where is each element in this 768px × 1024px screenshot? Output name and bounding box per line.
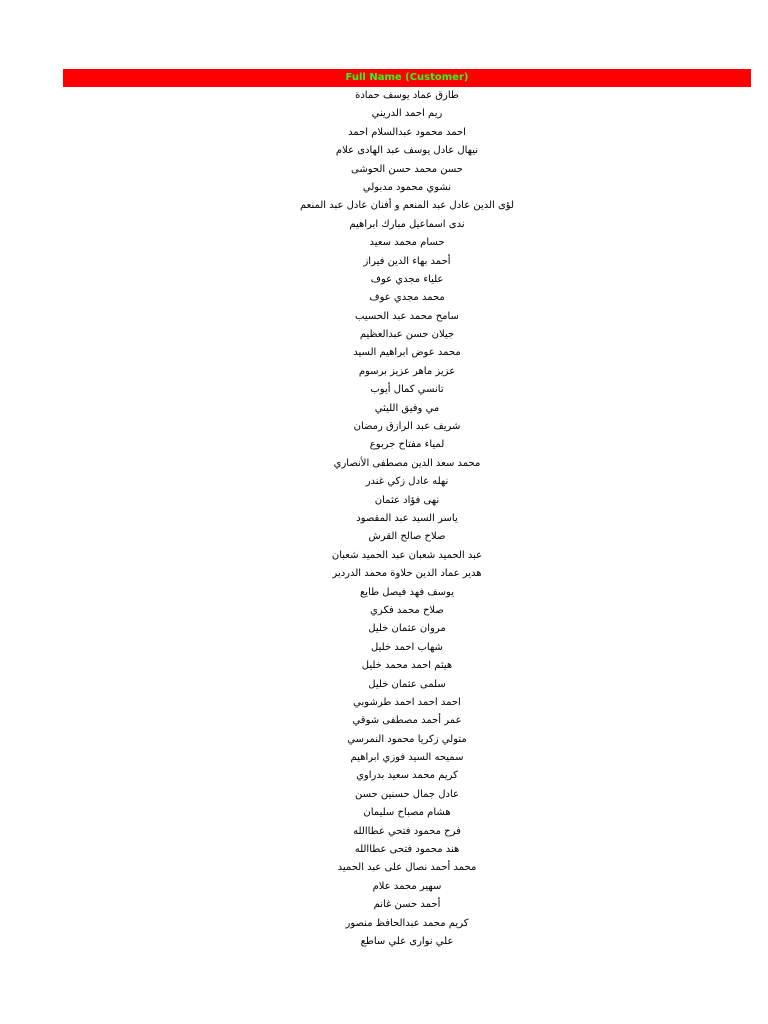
table-row[interactable]: احمد احمد احمد طرشوبي (353, 696, 461, 708)
table-row[interactable]: كريم محمد عبدالحافظ منصور (345, 917, 469, 929)
table-row[interactable]: متولي زكريا محمود النمرسي (347, 733, 467, 745)
table-row[interactable]: حسام محمد سعيد (369, 237, 445, 249)
customer-table (63, 69, 751, 951)
table-row[interactable]: أحمد بهاء الدين فيراز (363, 255, 451, 267)
table-row[interactable]: سهير محمد علام (372, 880, 442, 892)
table-row[interactable]: عمر أحمد مصطفى شوقي (352, 715, 462, 727)
table-row[interactable]: جيلان حسن عبدالعظيم (359, 329, 455, 341)
table-row[interactable]: شريف عبد الرازق رمضان (353, 421, 461, 433)
table-row[interactable]: هند محمود فتحى عطاالله (354, 844, 460, 856)
table-row[interactable]: فرح محمود فتحي عطاالله (353, 825, 461, 837)
table-row[interactable]: صلاح محمد فكري (370, 604, 444, 616)
table-row[interactable]: نشوي محمود مدبولي (362, 181, 452, 193)
table-row[interactable]: شهاب احمد خليل (371, 641, 443, 653)
table-row[interactable]: لؤى الدين عادل عبد المنعم و أفنان عادل عبد المنعم (299, 200, 515, 212)
table-row[interactable]: أحمد حسن غانم (373, 899, 441, 911)
table-row[interactable]: نهله عادل زكي غندر (365, 476, 449, 488)
table-row[interactable]: ياسر السيد عبد المقصود (356, 512, 458, 524)
column-header-full-name[interactable]: Full Name (Customer) (63, 69, 751, 87)
table-row[interactable]: علي نوارى علي ساطع (360, 935, 454, 947)
table-row[interactable]: محمد مجدي عوف (369, 292, 445, 304)
table-row[interactable]: محمد عوض ابراهيم السيد (353, 347, 461, 359)
table-row[interactable]: تانسي كمال أيوب (370, 384, 444, 396)
table-row[interactable]: كريم محمد سعيد بدراوي (356, 770, 458, 782)
table-row[interactable]: طارق عماد يوسف حمادة (355, 90, 459, 101)
table-row[interactable]: حسن محمد حسن الحوشى (351, 163, 463, 175)
table-row[interactable]: محمد سعد الدين مصطفى الأنصاري (333, 457, 481, 469)
table-row[interactable]: هدير عماد الدين حلاوة محمد الدردير (332, 568, 482, 580)
customer-name-list (63, 87, 751, 951)
table-row[interactable]: سميحه السيد فوزي ابراهيم (350, 752, 464, 764)
table-row[interactable]: لمياء مفتاح جربوع (369, 439, 445, 451)
table-row[interactable]: ريم احمد الدريني (371, 108, 443, 120)
table-row[interactable]: عبد الحميد شعبان عبد الحميد شعبان (331, 549, 483, 561)
table-row[interactable]: نهى فؤاد عثمان (374, 494, 440, 506)
table-row[interactable]: محمد أحمد نصال على عبد الحميد (337, 862, 477, 874)
table-row[interactable]: مروان عثمان خليل (368, 623, 446, 635)
table-row[interactable]: مي وفيق الليثي (374, 402, 440, 414)
table-row[interactable]: عادل جمال حسنين حسن (354, 788, 459, 800)
table-row[interactable]: ندى اسماعيل مبارك ابراهيم (349, 218, 465, 230)
table-row[interactable]: سلمى عثمان خليل (368, 678, 446, 690)
table-row[interactable]: سامح محمد عبد الحسيب (355, 310, 459, 322)
table-row[interactable]: عزيز ماهر عزيز برسوم (358, 365, 456, 377)
table-row[interactable]: علياء مجدي عوف (370, 273, 444, 285)
table-row[interactable]: نيهال عادل يوسف عبد الهادى علام (335, 145, 479, 157)
table-row[interactable]: صلاح صالح القرش (368, 531, 446, 543)
table-row[interactable]: احمد محمود عبدالسلام احمد (348, 126, 466, 138)
table-row[interactable]: هشام مصباح سليمان (363, 807, 451, 819)
table-row[interactable]: هيثم احمد محمد خليل (361, 660, 453, 672)
table-row[interactable]: يوسف فهد فيصل طايع (359, 586, 454, 598)
